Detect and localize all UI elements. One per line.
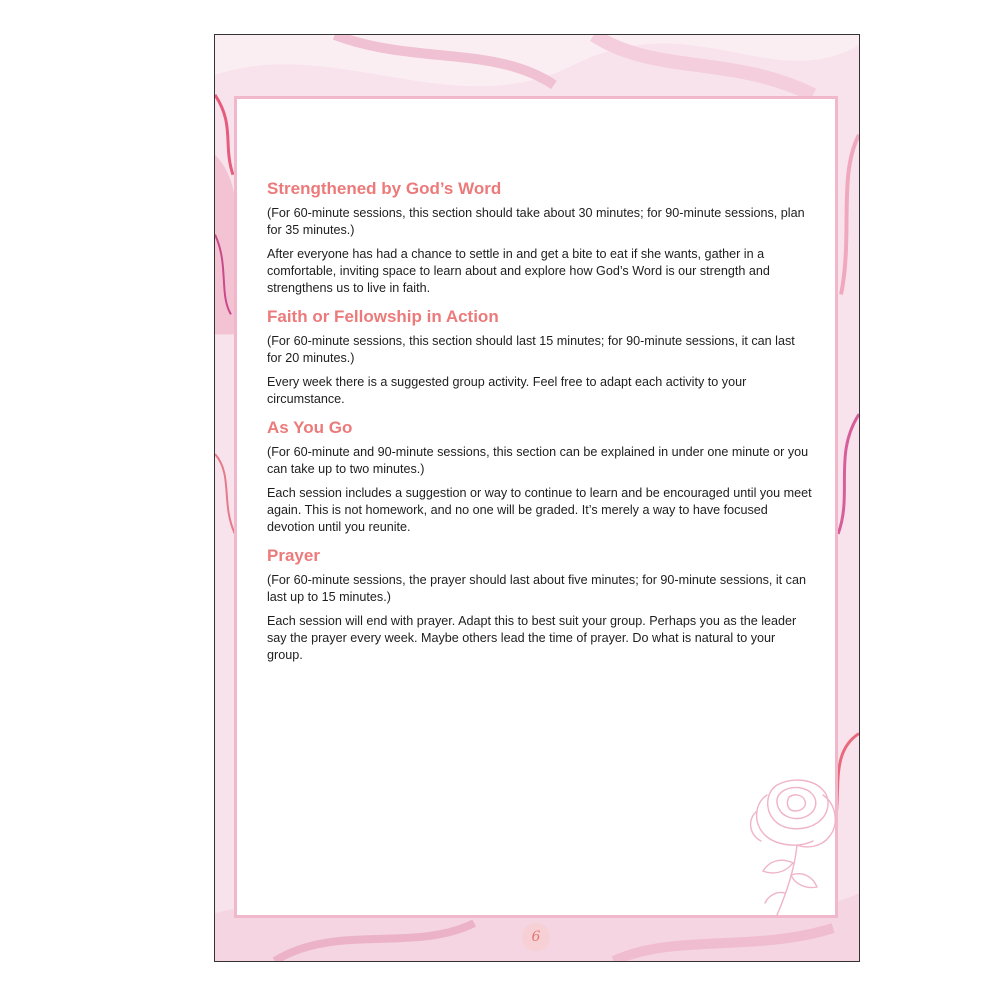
section-prayer [267, 546, 812, 664]
section-title: Faith or Fellowship in Action [267, 307, 499, 326]
section-faith-fellowship [267, 307, 812, 408]
section-title: As You Go [267, 418, 353, 437]
section-strengthened [267, 179, 812, 297]
section-note: (For 60-minute and 90-minute sessions, this section can be explained in under one minute or you can take up to two minutes.) [267, 445, 809, 476]
rose-line-art-icon [737, 775, 847, 925]
section-title: Prayer [267, 546, 320, 565]
page-number: 6 [531, 929, 541, 945]
section-title: Strengthened by God’s Word [267, 179, 502, 198]
section-note: (For 60-minute sessions, the prayer should last about five minutes; for 90-minute sessions, it can last up to 15 minutes.) [267, 573, 806, 604]
section-as-you-go [267, 418, 812, 536]
section-body: Each session includes a suggestion or way to continue to learn and be encouraged until you meet again. This is not homework, and no one will be graded. It’s merely a way to have focused devotion until you reunite. [267, 486, 812, 534]
page-content [267, 179, 812, 674]
document-page [214, 34, 860, 962]
section-body: Every week there is a suggested group activity. Feel free to adapt each activity to your circumstance. [267, 375, 747, 406]
page-number-badge [522, 923, 550, 951]
section-body: After everyone has had a chance to settle in and get a bite to eat if she wants, gather in a comfortable, inviting space to learn about and explore how God’s Word is our strength and strengthens us to live in faith. [267, 247, 770, 295]
section-note: (For 60-minute sessions, this section should last 15 minutes; for 90-minute sessions, it can last for 20 minutes.) [267, 334, 795, 365]
section-note: (For 60-minute sessions, this section should take about 30 minutes; for 90-minute sessions, plan for 35 minutes.) [267, 206, 805, 237]
section-body: Each session will end with prayer. Adapt this to best suit your group. Perhaps you as the leader say the prayer every week. Maybe others lead the time of prayer. Do what is natural to your group. [267, 614, 797, 662]
